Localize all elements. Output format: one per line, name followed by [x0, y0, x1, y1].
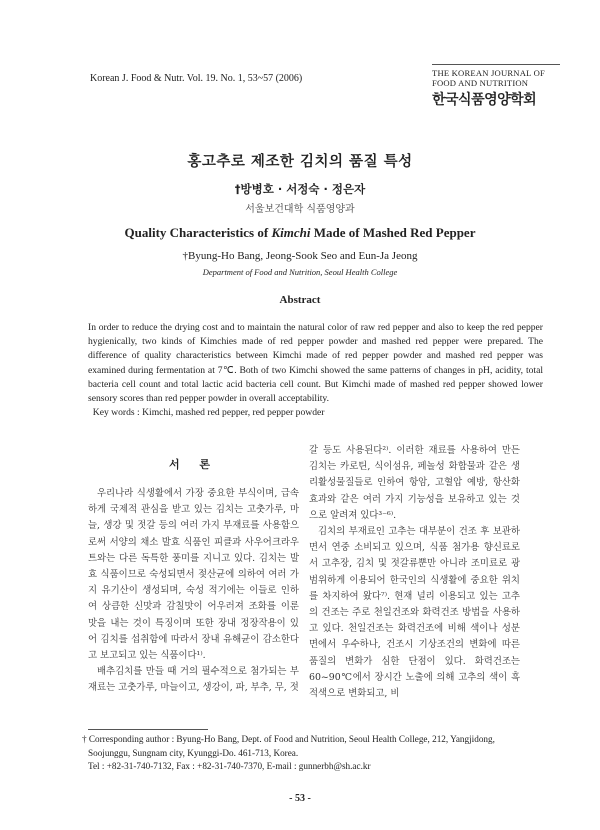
journal-rule: [432, 64, 560, 65]
title-korean: 홍고추로 제조한 김치의 품질 특성: [187, 154, 413, 170]
footnote-line: Soojunggu, Sungnam city, Kyunggi-Do. 461-713, Korea.: [88, 747, 299, 758]
paragraph: 김치의 부재료인 고추는 대부분이 건조 후 보관하면서 연중 소비되고 있으며, 식품 첨가용 향신료로서 고추장, 김치 및 젓갈류뿐만 아니라 조미료로 광범위하게 이용되어 한국인의 식생활에 중요한 위치를 차지하여 왔다⁷⁾. 현재 널리 이용되고 있는 고추의 건조는 주로 천일건조와 화력건조 방법을 사용하고 있다. 천일건조는 화력건조에 비해 색이나 성분 면에서 우수하나, 건조시 기상조건의 변화에 따른 품질의 변화가 심한 단점이 있다. 화력건조는 60~90℃에서 장시간 노출에 의해 고추의 색이 흑적색으로 변화되고, 비: [309, 526, 520, 700]
title-en-emphasis: Kimchi: [271, 225, 311, 240]
title-english: [0, 225, 600, 241]
keywords-label: Key words :: [92, 407, 143, 419]
paragraph: 배추김치를 만들 때 거의 필수적으로 첨가되는 부재료는 고춧가루, 마늘이고, 생강이, 파, 부추, 무, 젓: [88, 666, 299, 694]
keywords: [88, 406, 543, 420]
right-column: [309, 443, 520, 702]
paragraph: 갈 등도 사용된다²⁾. 이러한 재료를 사용하여 만든 김치는 카로틴, 식이섬유, 페놀성 화합물과 같은 생리활성물질들로 인하여 항암, 고혈압 예방, 항산화 효과와 같은 여러 가지 기능성을 보유하고 있는 것으로 알려져 있다³⁻⁶⁾.: [309, 445, 520, 521]
abstract-heading: Abstract: [279, 294, 321, 306]
citation: Korean J. Food & Nutr. Vol. 19. No. 1, 53~57 (2006): [90, 73, 303, 84]
journal-name-en-2: FOOD AND NUTRITION: [432, 78, 529, 88]
title-en-post: Made of Mashed Red Pepper: [310, 225, 476, 240]
authors-english: †Byung-Ho Bang, Jeong-Sook Seo and Eun-Ja Jeong: [182, 250, 418, 262]
journal-name-en-1: THE KOREAN JOURNAL OF: [432, 68, 545, 78]
abstract-text: In order to reduce the drying cost and to maintain the natural color of raw red pepper and also to keep the red pepper hygienically, two kinds of Kimchies made of red pepper powder and mashed red pepper were prepared. The difference of quality characteristics between Kimchi made of red pepper powder and mashed red pepper was examined during fermentation at 7℃. Both of two Kimchi showed the same patterns of changes in pH, acidity, total bacteria cell count and total lactic acid bacteria cell count. But Kimchi made of mashed red pepper showed lower sensory scores than red pepper powder in overall acceptability.: [88, 322, 543, 405]
footnote-line: † Corresponding author : Byung-Ho Bang, Dept. of Food and Nutrition, Seoul Health College, 212, Yangjidong,: [82, 734, 495, 744]
section-heading-introduction: 서 론: [168, 458, 219, 471]
keywords-list: Kimchi, mashed red pepper, red pepper powder: [142, 407, 325, 419]
affiliation-english: Department of Food and Nutrition, Seoul Health College: [202, 267, 398, 277]
authors-korean: †방병호 · 서정숙 · 정은자: [234, 182, 366, 196]
footnote: [82, 733, 552, 774]
journal-name-ko: 한국식품영양학회: [432, 92, 537, 108]
left-column: [88, 486, 299, 697]
abstract-body: [88, 321, 543, 420]
paragraph: 우리나라 식생활에서 가장 중요한 부식이며, 급속하게 국제적 관심을 받고 있는 김치는 고춧가루, 마늘, 생강 및 젓갈 등의 여러 가지 부재료를 사용함으로써 서양의 채소 발효 식품인 피클과 사우어크라우트와는 다른 독특한 풍미를 지니고 있다. 김치는 발효 식품이므로 숙성되면서 젖산균에 의하여 여러 가지 유기산이 생성되며, 숙성 적기에는 이들로 인하여 상큼한 신맛과 감칠맛이 어우러져 조화를 이룬 맛을 내는 것이 특징이며 또한 장내 정장작용이 있어 김치를 섭취함에 따라서 장내 유해균이 감소한다고 보고되고 있는 식품이다¹⁾.: [88, 488, 299, 662]
footnote-line: Tel : +82-31-740-7132, Fax : +82-31-740-7370, E-mail : gunnerbh@sh.ac.kr: [88, 761, 371, 772]
affiliation-korean: 서울보건대학 식품영양과: [245, 204, 355, 215]
footnote-rule: [88, 729, 208, 730]
journal-logo: [432, 64, 560, 109]
page-number: - 53 -: [289, 793, 311, 804]
title-en-pre: Quality Characteristics of: [124, 225, 272, 240]
